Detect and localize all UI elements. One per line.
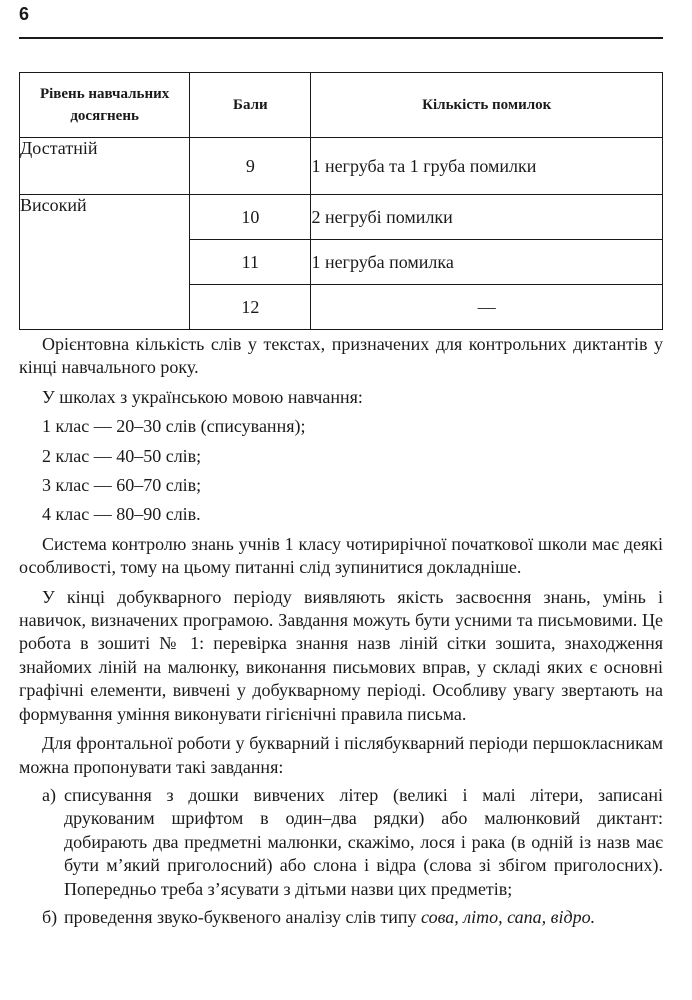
paragraph-schools: У школах з українською мовою навчання: [42, 386, 363, 407]
list-marker-b: б) [42, 906, 58, 927]
points-cell: 9 [190, 138, 311, 195]
grading-table [19, 72, 663, 330]
list-item-b-text: проведення звуко-буквеного аналізу слів типу [64, 906, 422, 927]
list-item-b [19, 906, 663, 929]
page-number: 6 [19, 4, 30, 24]
list-item-a-text: списування з дошки вивчених літер (великі і малі літери, записані друкованим шрифтом в один–два рядки) або малюнковий диктант: добирають два предметні малюнки, скажімо, лося і рака (в одній із назв має бути м’який приголосний) або слона і відра (слова зі збігом приголосних). Попередньо треба з’ясувати з дітьми назви цих предметів; [64, 784, 663, 899]
list-marker-a: а) [42, 784, 56, 805]
header-level: Рівень навчальних досягнень [20, 73, 190, 138]
table-row [20, 195, 663, 240]
level-cell: Високий [20, 195, 190, 330]
points-cell: 10 [190, 195, 311, 240]
grade-1-line: 1 клас — 20–30 слів (списування); [42, 416, 306, 437]
list-item-a [19, 784, 663, 901]
grade-4-line: 4 клас — 80–90 слів. [42, 504, 201, 525]
errors-cell: — [311, 285, 663, 330]
errors-cell: 2 негрубі помилки [311, 195, 663, 240]
table-header-row [20, 73, 663, 138]
points-cell: 12 [190, 285, 311, 330]
errors-cell: 1 негруба та 1 груба помилки [311, 138, 663, 195]
paragraph-pre-primer: У кінці добукварного періоду виявляють якість засвоєння знань, умінь і навичок, визначених програмою. Завдання можуть бути усними та письмовими. Це робота в зошиті № 1: перевірка знання назв ліній сітки зошита, знаходження знайомих ліній на малюнку, виконання письмових вправ, у складі яких є основні графічні елементи, вивчені у добукварному періоді. Особливу увагу звертають на формування уміння виконувати гігієнічні правила письма. [19, 586, 663, 724]
level-cell: Достатній [20, 138, 190, 195]
grade-3-line: 3 клас — 60–70 слів; [42, 475, 202, 496]
paragraph-control-system: Система контролю знань учнів 1 класу чотирирічної початкової школи має деякі особливості, тому на цьому питанні слід зупинитися докладніше. [19, 533, 663, 578]
paragraph-word-count: Орієнтовна кількість слів у текстах, призначених для контрольних диктантів у кінці навчального року. [19, 334, 663, 378]
body-text [19, 333, 663, 929]
header-rule [19, 37, 663, 39]
points-cell: 11 [190, 240, 311, 285]
paragraph-frontal-work: Для фронтальної роботи у букварний і післябукварний періоди першокласникам можна пропонувати такі завдання: [19, 733, 663, 777]
errors-cell: 1 негруба помилка [311, 240, 663, 285]
table-row [20, 138, 663, 195]
list-item-b-words: сова, літо, сапа, відро. [421, 906, 596, 927]
header-errors: Кількість помилок [311, 73, 663, 138]
grade-2-line: 2 клас — 40–50 слів; [42, 445, 202, 466]
header-points: Бали [190, 73, 311, 138]
